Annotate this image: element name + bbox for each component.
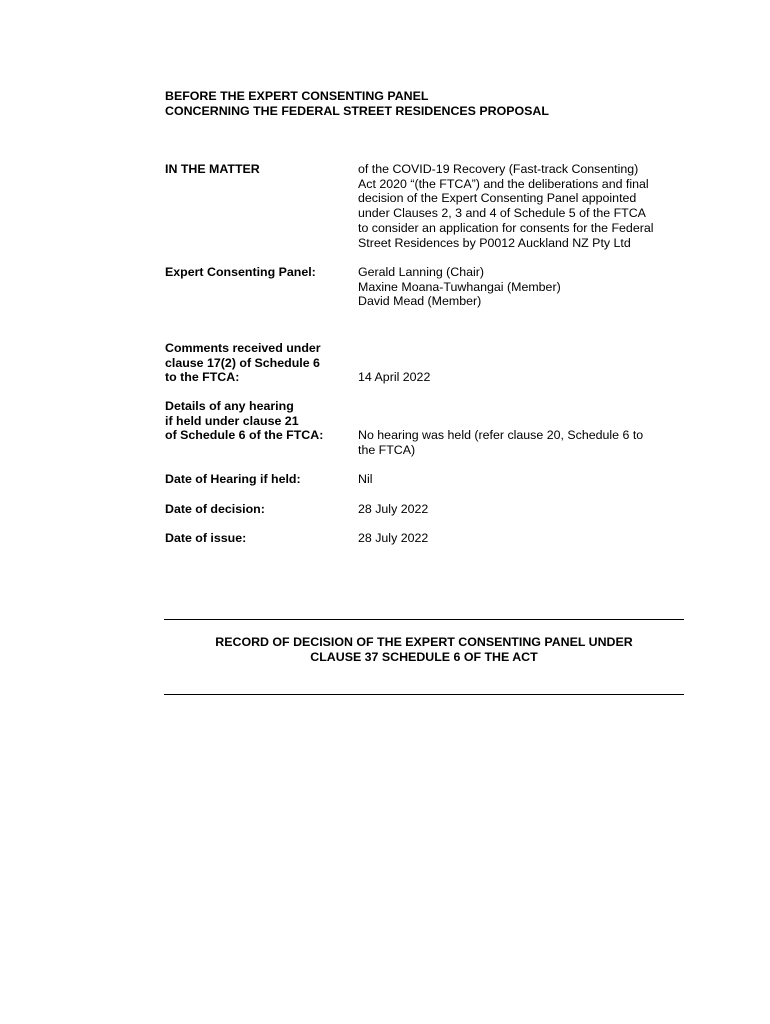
comments-label-line: clause 17(2) of Schedule 6 xyxy=(165,355,320,370)
decision-date-value: 28 July 2022 xyxy=(358,502,429,516)
hearing-details-label-line: Details of any hearing xyxy=(165,399,294,413)
issue-date-label: Date of issue: xyxy=(165,531,247,545)
comments-label-line: Comments received under xyxy=(165,341,321,355)
panel-member: David Mead (Member) xyxy=(358,294,482,309)
hearing-date-label: Date of Hearing if held: xyxy=(165,472,301,486)
matter-line: of the COVID-19 Recovery (Fast-track Consenting) xyxy=(358,162,639,176)
document-heading xyxy=(165,89,549,118)
comments-date: 14 April 2022 xyxy=(358,370,431,384)
heading-line-1: BEFORE THE EXPERT CONSENTING PANEL xyxy=(165,89,429,103)
hearing-details-value-line: No hearing was held (refer clause 20, Schedule 6 to xyxy=(358,428,644,442)
panel-member: Gerald Lanning (Chair) xyxy=(358,265,485,279)
hearing-details-label-line: of Schedule 6 of the FTCA: xyxy=(165,428,324,443)
heading-line-2: CONCERNING THE FEDERAL STREET RESIDENCES PROPOSAL xyxy=(165,103,549,118)
comments-label-line: to the FTCA: xyxy=(165,370,240,385)
record-title-line-1: RECORD OF DECISION OF THE EXPERT CONSENTING PANEL UNDER xyxy=(215,635,633,649)
matter-line: Act 2020 “(the FTCA”) and the deliberations and final xyxy=(358,176,649,191)
matter-line: to consider an application for consents for the Federal xyxy=(358,220,654,235)
matter-line: decision of the Expert Consenting Panel appointed xyxy=(358,191,637,206)
hearing-details-label-line: if held under clause 21 xyxy=(165,413,299,428)
hearing-date-value: Nil xyxy=(358,472,373,486)
decision-date-label: Date of decision: xyxy=(165,502,265,516)
matter-text xyxy=(358,162,688,250)
matter-label: IN THE MATTER xyxy=(165,162,260,176)
panel-label: Expert Consenting Panel: xyxy=(165,265,316,279)
record-of-decision-title xyxy=(164,635,684,664)
record-title-line-2: CLAUSE 37 SCHEDULE 6 OF THE ACT xyxy=(310,649,538,664)
hearing-details-value xyxy=(358,428,688,457)
comments-label xyxy=(165,341,350,385)
issue-date-value: 28 July 2022 xyxy=(358,531,429,545)
matter-line: under Clauses 2, 3 and 4 of Schedule 5 of the FTCA xyxy=(358,206,646,221)
hearing-details-label xyxy=(165,399,350,443)
hearing-details-value-line: the FTCA) xyxy=(358,442,416,457)
bottom-divider xyxy=(164,694,684,695)
matter-line: Street Residences by P0012 Auckland NZ Pty Ltd xyxy=(358,235,631,250)
top-divider xyxy=(164,619,684,620)
panel-member: Maxine Moana-Tuwhangai (Member) xyxy=(358,279,561,294)
panel-members xyxy=(358,265,688,309)
